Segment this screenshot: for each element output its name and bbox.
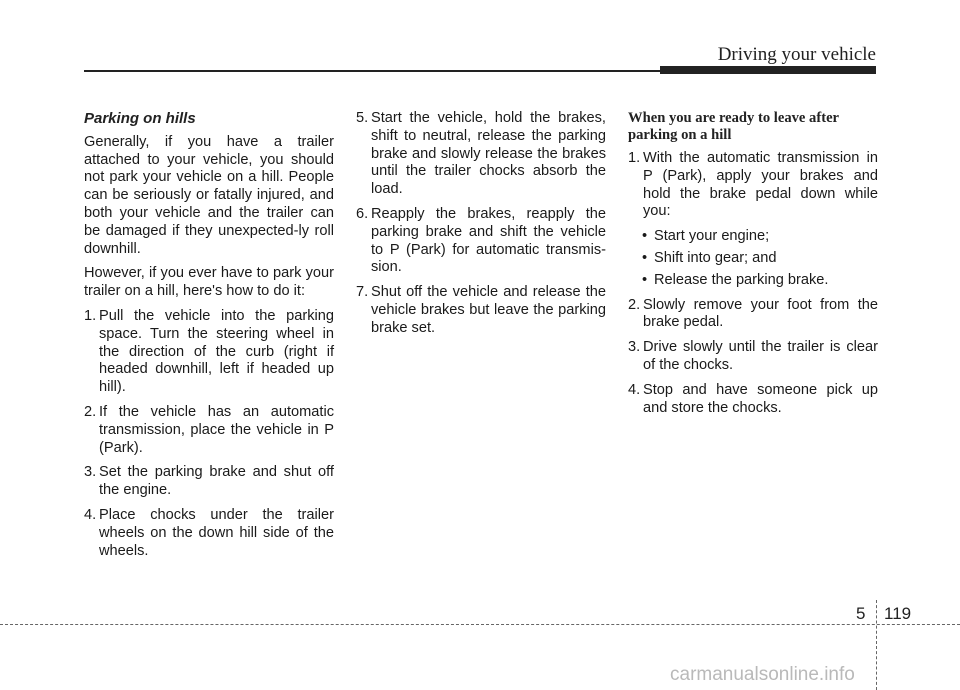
- bullet-icon: •: [642, 271, 648, 288]
- steps-list-4: [628, 297, 878, 418]
- list-item: 2. If the vehicle has an automatic transmission, place the vehicle in P (Park).: [84, 403, 334, 456]
- list-item: 3. Drive slowly until the trailer is clear of the chocks.: [628, 339, 878, 373]
- list-item: 1. Pull the vehicle into the parking space. Turn the steering wheel in the direction of the curb (right if headed downhill, left if headed up hill).: [84, 307, 334, 396]
- list-item: 3. Set the parking brake and shut off the engine.: [84, 464, 334, 499]
- steps-list-3: [628, 150, 878, 221]
- list-item: 5. Start the vehicle, hold the brakes, shift to neutral, release the parking brake and slowly release the brakes until the trailer chocks absorb the load.: [356, 110, 606, 198]
- section-title: Driving your vehicle: [717, 44, 876, 65]
- column-3: [628, 110, 878, 424]
- footer-divider: [876, 600, 877, 690]
- list-item: 7. Shut off the vehicle and release the vehicle brakes but leave the parking brake set.: [356, 284, 606, 336]
- header-rule: [84, 70, 660, 72]
- column-1: [84, 110, 334, 567]
- paragraph-how-to: However, if you ever have to park your trailer on a hill, here's how to do it:: [84, 265, 334, 300]
- bullet-item: • Start your engine;: [642, 228, 770, 245]
- steps-list-2: [356, 110, 606, 338]
- list-item: 2. Slowly remove your foot from the brake pedal.: [628, 296, 878, 331]
- list-item: 1. With the automatic transmission in P (Park), apply your brakes and hold the brake pedal down while you:: [628, 150, 878, 220]
- page-number: 119: [884, 604, 912, 623]
- header-rule-accent: [660, 66, 876, 74]
- heading-ready-to-leave: When you are ready to leave after parking on a hill: [628, 110, 839, 143]
- bullet-list: [628, 228, 878, 289]
- steps-list-1: [84, 308, 334, 560]
- footer-rule: [0, 624, 960, 625]
- list-item: 4. Stop and have someone pick up and store the chocks.: [628, 381, 878, 416]
- heading-parking-on-hills: Parking on hills: [84, 110, 196, 127]
- watermark: carmanualsonline.info: [670, 664, 855, 685]
- column-2: [356, 110, 606, 345]
- list-item: 4. Place chocks under the trailer wheels on the down hill side of the wheels.: [84, 506, 334, 559]
- list-item: 6. Reapply the brakes, reapply the parking brake and shift the vehicle to P (Park) for automatic transmis-sion.: [356, 205, 606, 276]
- bullet-item: • Shift into gear; and: [642, 249, 777, 266]
- chapter-number: 5: [856, 604, 866, 623]
- bullet-icon: •: [642, 249, 648, 266]
- bullet-item: • Release the parking brake.: [642, 271, 829, 288]
- paragraph-intro: Generally, if you have a trailer attached to your vehicle, you should not park your vehicle on a hill. People can be seriously or fatally injured, and both your vehicle and the trailer can be damaged if they unexpected-ly roll downhill.: [84, 133, 334, 257]
- bullet-icon: •: [642, 228, 648, 245]
